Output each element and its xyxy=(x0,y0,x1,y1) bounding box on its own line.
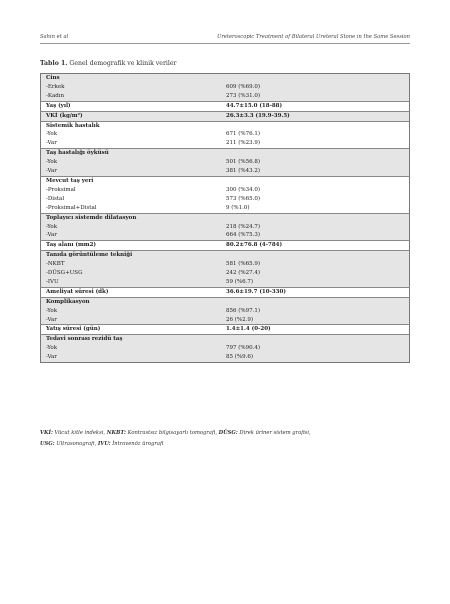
row-label: Yaş (yıl) xyxy=(41,101,222,111)
table-footnotes xyxy=(40,428,311,449)
row-value xyxy=(221,213,410,222)
table-row xyxy=(41,130,410,139)
row-value: 9 (%1.0) xyxy=(226,204,250,211)
row-label: -Proksimal xyxy=(46,186,76,193)
table-caption-label: Tablo 1. xyxy=(40,60,68,67)
row-value xyxy=(221,176,410,185)
footnote-definition: Direk üriner sistem grafisi, xyxy=(237,430,311,436)
table-row xyxy=(41,344,410,353)
row-value xyxy=(221,74,410,83)
table-row xyxy=(41,101,410,111)
row-value: 381 (%43.2) xyxy=(221,167,410,176)
row-label: Yatış süresi (gün) xyxy=(41,325,222,335)
row-value: 36.6±19.7 (10-330) xyxy=(221,287,410,297)
row-value: 300 (%34.0) xyxy=(226,186,261,193)
table-row xyxy=(41,121,410,130)
row-value: 26.3±3.3 (19.9-39.5) xyxy=(221,111,410,121)
row-label: Sistemik hastalık xyxy=(41,121,222,130)
row-label: -Yok xyxy=(46,131,58,138)
table-row xyxy=(41,260,410,269)
table-row xyxy=(41,335,410,344)
table-row xyxy=(41,167,410,176)
table-row xyxy=(41,92,410,101)
footnote-definition: İntravenöz ürografi xyxy=(110,440,164,447)
footnote-definition: Vücut kitle indeksi, xyxy=(52,430,107,436)
table-row xyxy=(41,149,410,158)
table-row xyxy=(41,186,410,195)
row-value: 218 (%24.7) xyxy=(221,223,410,232)
table-row xyxy=(41,74,410,83)
table-row xyxy=(41,325,410,335)
table-row xyxy=(41,287,410,297)
table-row xyxy=(41,195,410,204)
table-row xyxy=(41,139,410,148)
footnote-abbreviation: USG: xyxy=(40,440,55,447)
row-value: 242 (%27.4) xyxy=(221,269,410,278)
row-label: -Var xyxy=(46,140,57,147)
footnote-line-1 xyxy=(40,428,311,439)
row-value xyxy=(221,251,410,260)
row-value: 573 (%65.0) xyxy=(226,195,261,202)
table-caption-text: Genel demografik ve klinik veriler xyxy=(67,60,177,67)
row-value: 856 (%97.1) xyxy=(221,307,410,316)
row-label: Toplayıcı sistemde dilatasyon xyxy=(41,213,222,222)
row-label: -Proksimal+Distal xyxy=(46,204,97,211)
row-value xyxy=(221,335,410,344)
row-value: 59 (%6.7) xyxy=(221,278,410,287)
table-caption xyxy=(40,60,177,67)
row-label: -Yok xyxy=(41,344,222,353)
row-value: 501 (%56.8) xyxy=(221,158,410,167)
header-rule xyxy=(40,43,410,44)
row-value: 797 (%90.4) xyxy=(221,344,410,353)
table-row xyxy=(41,158,410,167)
row-label: -NKBT xyxy=(41,260,222,269)
table-row xyxy=(41,353,410,362)
table-row xyxy=(41,278,410,287)
row-label: Cins xyxy=(41,74,222,83)
row-value: 581 (%65.9) xyxy=(221,260,410,269)
footnote-definition: Kontrastsız bilgisayarlı tomografi, xyxy=(125,430,219,436)
row-label: -Var xyxy=(41,167,222,176)
row-value: 664 (%75.3) xyxy=(221,231,410,240)
row-value: 273 (%31.0) xyxy=(221,92,410,101)
row-label: -IVU xyxy=(41,278,222,287)
table-row xyxy=(41,231,410,240)
table-row xyxy=(41,204,410,213)
row-value: 26 (%2.9) xyxy=(221,316,410,325)
row-label: -Var xyxy=(41,231,222,240)
table-row xyxy=(41,251,410,260)
table-row xyxy=(41,316,410,325)
row-value: 44.7±15.0 (18-88) xyxy=(221,101,410,111)
row-label: Taş alanı (mm2) xyxy=(41,241,222,251)
row-value: 609 (%69.0) xyxy=(221,83,410,92)
row-label: -Yok xyxy=(41,223,222,232)
running-header-title: Ureteroscopic Treatment of Bilateral Ureteral Stone in the Same Session xyxy=(216,34,410,40)
row-label: Mevcut taş yeri xyxy=(41,176,222,185)
row-label: -Kadın xyxy=(41,92,222,101)
row-label: -Erkek xyxy=(41,83,222,92)
row-label: -Var xyxy=(41,316,222,325)
demographics-table xyxy=(40,73,410,363)
footnote-abbreviation: VKİ: xyxy=(40,430,53,436)
footnote-abbreviation: DÜSG: xyxy=(218,430,238,436)
row-label: VKİ (kg/m²) xyxy=(41,111,222,121)
footnote-line-2 xyxy=(40,439,311,450)
row-value: 211 (%23.9) xyxy=(226,140,261,147)
row-label: -DÜSG+USG xyxy=(41,269,222,278)
row-label: Tedavi sonrası rezidü taş xyxy=(41,335,222,344)
table-row xyxy=(41,223,410,232)
table-row xyxy=(41,269,410,278)
table-row xyxy=(41,241,410,251)
row-value: 1.4±1.4 (0-20) xyxy=(221,325,410,335)
row-value: 80.2±76.8 (4-784) xyxy=(221,241,410,251)
row-label: Komplikasyon xyxy=(41,297,222,306)
row-value: 85 (%9.6) xyxy=(221,353,410,362)
table-row xyxy=(41,176,410,185)
table-row xyxy=(41,297,410,306)
row-label: -Yok xyxy=(41,307,222,316)
running-header-author: Sahin et al xyxy=(40,34,69,40)
table-row xyxy=(41,83,410,92)
row-label: Taş hastalığı öyküsü xyxy=(41,149,222,158)
row-label: -Distal xyxy=(46,195,65,202)
table-row xyxy=(41,111,410,121)
row-label: -Yok xyxy=(41,158,222,167)
row-value xyxy=(221,149,410,158)
row-value: 671 (%76.1) xyxy=(226,131,261,138)
row-label: Ameliyat süresi (dk) xyxy=(41,287,222,297)
row-value xyxy=(221,297,410,306)
row-label: Tanıda görüntüleme tekniği xyxy=(41,251,222,260)
row-value xyxy=(221,121,410,130)
footnote-abbreviation: NKBT: xyxy=(106,430,126,436)
footnote-abbreviation: IVU: xyxy=(97,440,111,447)
row-label: -Var xyxy=(41,353,222,362)
footnote-definition: Ultrasonografi, xyxy=(54,440,98,447)
table-row xyxy=(41,307,410,316)
table-row xyxy=(41,213,410,222)
